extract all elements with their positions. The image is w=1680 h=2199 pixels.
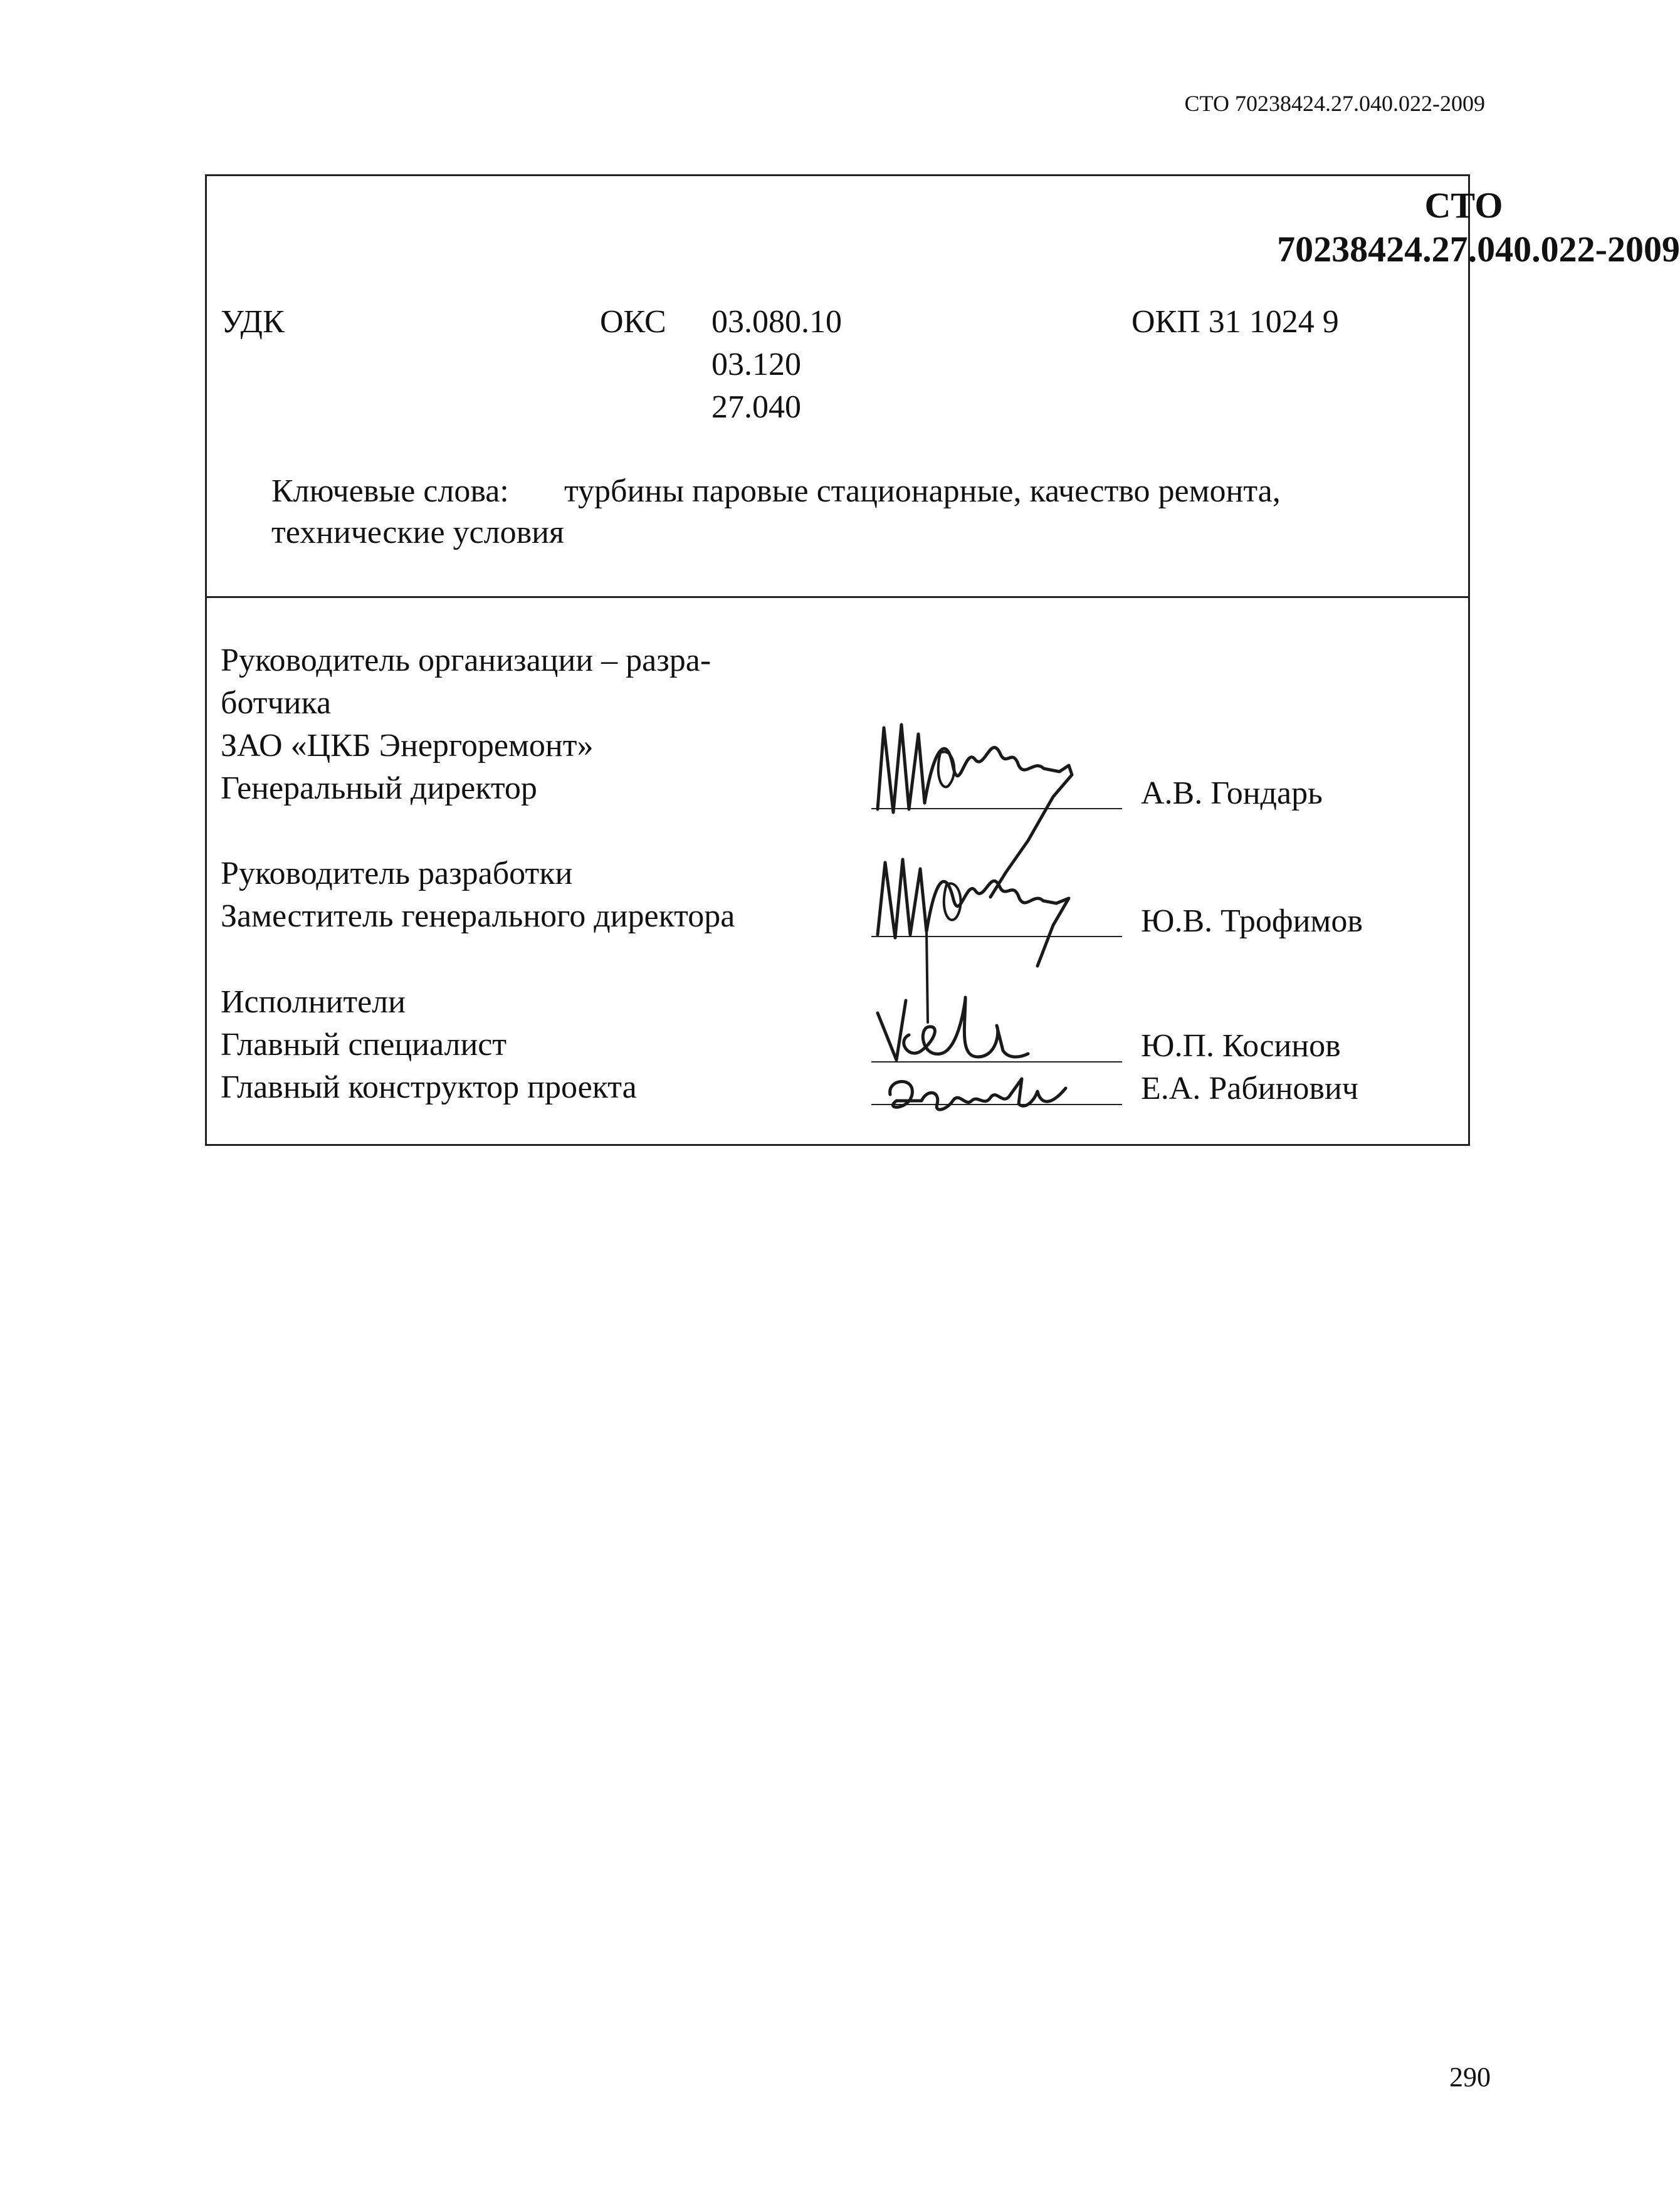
role-org-head: ботчика <box>221 685 332 721</box>
oks-label: ОКС <box>600 304 666 340</box>
section-divider <box>207 596 1468 598</box>
signature-image <box>871 988 1078 1076</box>
title-block-frame <box>205 174 1680 1146</box>
document-code: 70238424.27.040.022-2009 <box>1277 229 1680 270</box>
role-general-director: Генеральный директор <box>221 770 537 806</box>
signatory-name: Е.А. Рабинович <box>1141 1071 1358 1106</box>
organization-name: ЗАО «ЦКБ Энергоремонт» <box>221 728 594 764</box>
keywords-text: технические условия <box>271 515 564 550</box>
okp-code: ОКП 31 1024 9 <box>1131 304 1339 340</box>
running-header: СТО 70238424.27.040.022-2009 <box>1184 91 1485 116</box>
role-chief-designer: Главный конструктор проекта <box>221 1069 637 1105</box>
signature-image <box>878 1066 1084 1123</box>
role-chief-specialist: Главный специалист <box>221 1027 507 1063</box>
signatory-name: Ю.П. Косинов <box>1141 1028 1341 1064</box>
role-development-head: Руководитель разработки <box>221 856 573 891</box>
oks-code: 03.080.10 <box>711 304 842 340</box>
oks-code: 27.040 <box>711 389 801 425</box>
executors-heading: Исполнители <box>221 984 406 1020</box>
keywords-label: Ключевые слова: <box>271 473 509 509</box>
sto-label: СТО <box>1424 185 1503 226</box>
keywords-text: турбины паровые стационарные, качество ремонта, <box>564 473 1281 509</box>
page-number: 290 <box>1449 2062 1491 2092</box>
signatory-name: А.В. Гондарь <box>1141 775 1323 811</box>
oks-code: 03.120 <box>711 347 801 382</box>
role-org-head: Руководитель организации – разра- <box>221 643 711 678</box>
signatory-name: Ю.В. Трофимов <box>1141 903 1363 939</box>
role-deputy-director: Заместитель генерального директора <box>221 898 735 934</box>
udk-label: УДК <box>221 304 285 340</box>
